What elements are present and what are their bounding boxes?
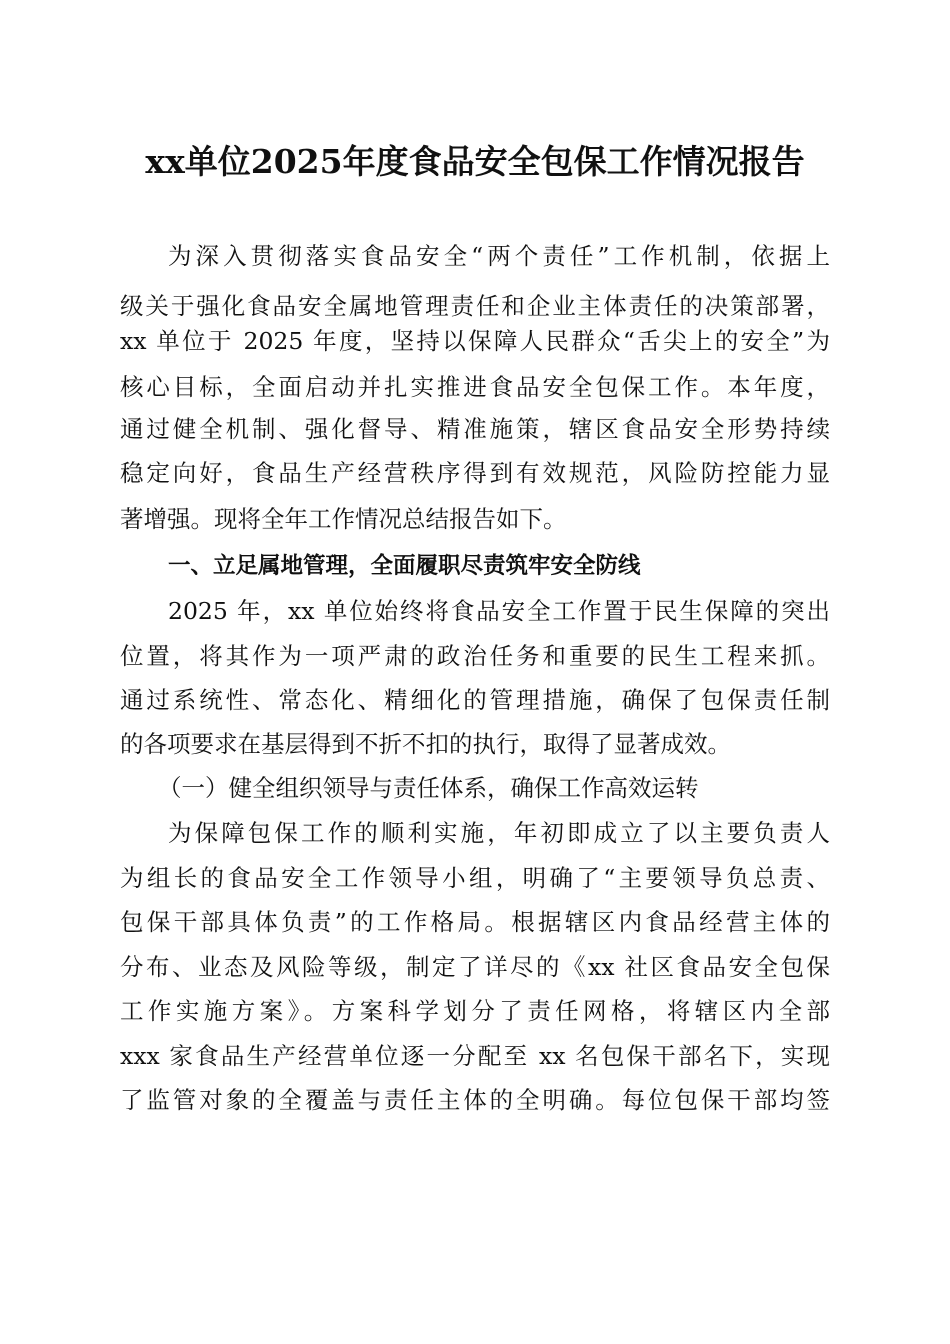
document-title: xx单位2025年度食品安全包保工作情况报告 [145, 142, 805, 181]
subsection1-line: 为组长的食品安全工作领导小组，明确了“主要领导负总责、 [120, 864, 830, 892]
subsection-heading: （一）健全组织领导与责任体系，确保工作高效运转 [158, 774, 699, 802]
section1-line: 2025 年，xx 单位始终将食品安全工作置于民生保障的突出 [168, 597, 830, 625]
intro-line: 为深入贯彻落实食品安全“两个责任”工作机制，依据上 [168, 242, 830, 270]
subsection1-line: 包保干部具体负责”的工作格局。根据辖区内食品经营主体的 [120, 908, 830, 936]
subsection1-line: 分布、业态及风险等级，制定了详尽的《xx 社区食品安全包保 [120, 953, 830, 981]
subsection1-line: xxx 家食品生产经营单位逐一分配至 xx 名包保干部名下，实现 [120, 1042, 830, 1070]
section1-line: 位置，将其作为一项严肃的政治任务和重要的民生工程来抓。 [120, 642, 830, 670]
section-heading: 一、立足属地管理，全面履职尽责筑牢安全防线 [168, 553, 641, 579]
subsection1-line: 工作实施方案》。方案科学划分了责任网格，将辖区内全部 [120, 997, 830, 1025]
intro-line: 稳定向好，食品生产经营秩序得到有效规范，风险防控能力显 [120, 459, 830, 487]
section1-line: 的各项要求在基层得到不折不扣的执行，取得了显著成效。 [120, 730, 731, 758]
subsection1-line: 为保障包保工作的顺利实施，年初即成立了以主要负责人 [168, 819, 830, 847]
intro-line: 通过健全机制、强化督导、精准施策，辖区食品安全形势持续 [120, 415, 830, 443]
intro-line: 级关于强化食品安全属地管理责任和企业主体责任的决策部署， [120, 292, 830, 320]
intro-line: xx 单位于 2025 年度，坚持以保障人民群众“舌尖上的安全”为 [120, 327, 830, 355]
section1-line: 通过系统性、常态化、精细化的管理措施，确保了包保责任制 [120, 686, 830, 714]
intro-line: 核心目标，全面启动并扎实推进食品安全包保工作。本年度， [120, 373, 830, 401]
intro-line: 著增强。现将全年工作情况总结报告如下。 [120, 505, 567, 533]
subsection1-line: 了监管对象的全覆盖与责任主体的全明确。每位包保干部均签 [120, 1086, 830, 1114]
